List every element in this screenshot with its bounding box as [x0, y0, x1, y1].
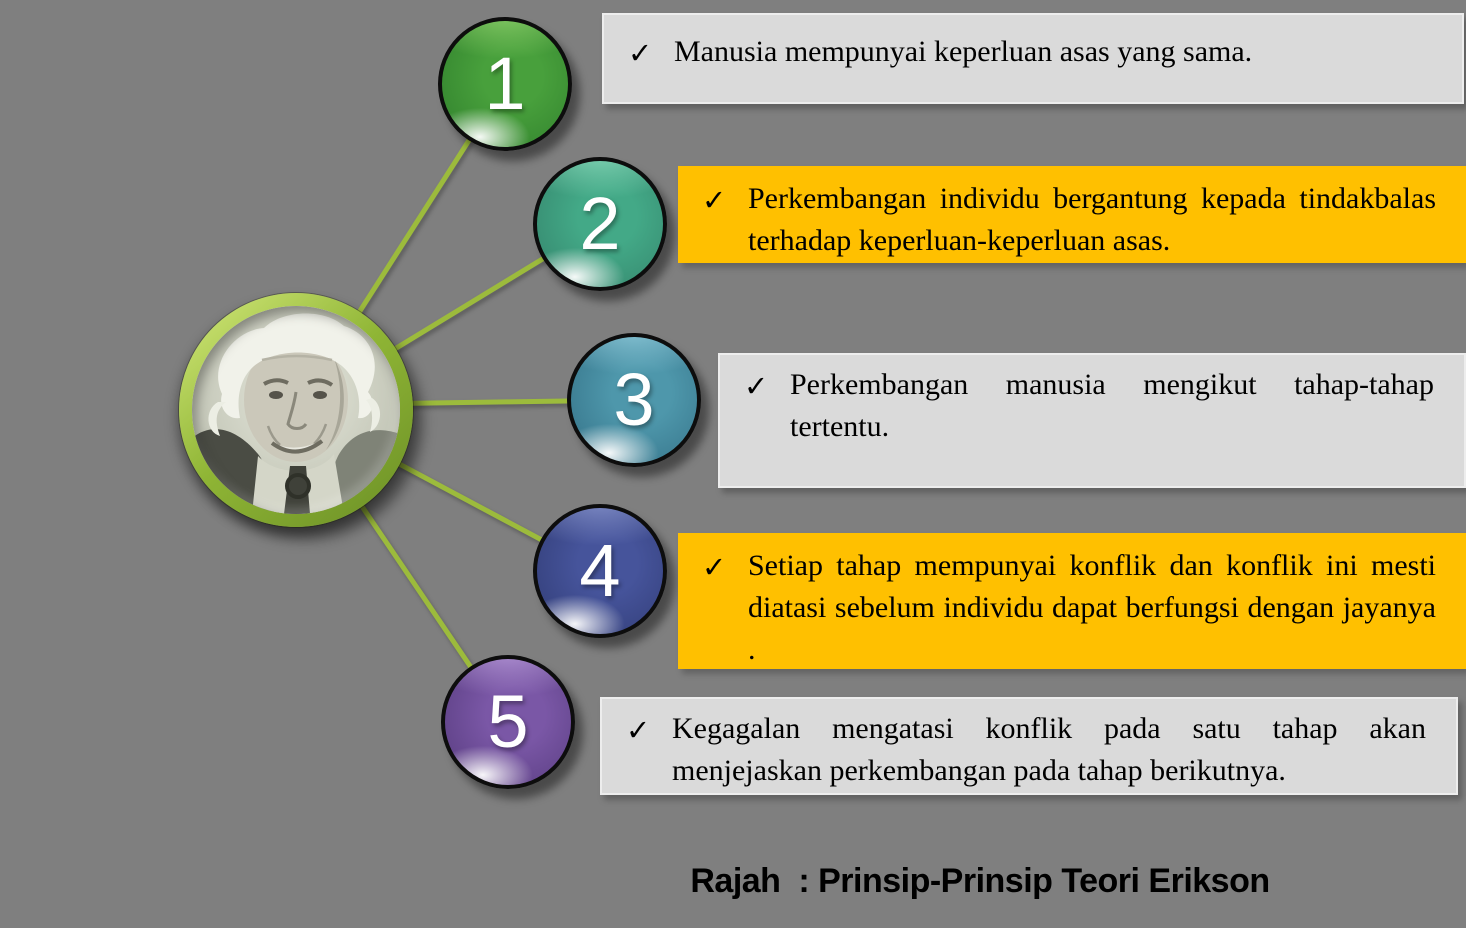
principle-box-1	[602, 13, 1464, 104]
principle-box-4	[678, 533, 1466, 669]
stage-circle-2	[533, 157, 667, 291]
stage-number-1: 1	[484, 42, 526, 125]
stage-number-3: 3	[613, 358, 655, 441]
erikson-portrait	[179, 293, 413, 527]
stage-circle-1	[438, 17, 572, 151]
stage-number-4: 4	[579, 529, 621, 612]
stage-circle-3	[567, 333, 701, 467]
stage-circle-5	[441, 655, 575, 789]
check-icon: ✓	[744, 369, 769, 403]
check-icon: ✓	[702, 550, 727, 584]
stage-number-2: 2	[579, 182, 621, 265]
stage-number-5: 5	[487, 680, 529, 763]
principle-text-5: Kegagalan mengatasi konflik pada satu tahap akan menjejaskan perkembangan pada tahap berikutnya.	[672, 712, 1426, 787]
principle-box-2	[678, 166, 1466, 263]
principle-text-2: Perkembangan individu bergantung kepada tindakbalas terhadap keperluan-keperluan asas.	[748, 182, 1436, 257]
stage-circle-4	[533, 504, 667, 638]
principle-box-5	[600, 697, 1458, 795]
principle-box-3	[718, 353, 1466, 488]
principle-text-3: Perkembangan manusia mengikut tahap-tahap tertentu.	[790, 368, 1434, 443]
check-icon: ✓	[628, 36, 653, 70]
principle-text-1: Manusia mempunyai keperluan asas yang sama.	[674, 35, 1253, 68]
figure-caption: Rajah : Prinsip-Prinsip Teori Erikson	[690, 862, 1270, 900]
check-icon: ✓	[702, 183, 727, 217]
principle-text-4: Setiap tahap mempunyai konflik dan konflik ini mesti diatasi sebelum individu dapat berfungsi dengan jayanya .	[748, 549, 1436, 666]
erikson-photo-graphic	[192, 306, 400, 514]
check-icon: ✓	[626, 713, 651, 747]
erikson-photo	[192, 306, 400, 514]
